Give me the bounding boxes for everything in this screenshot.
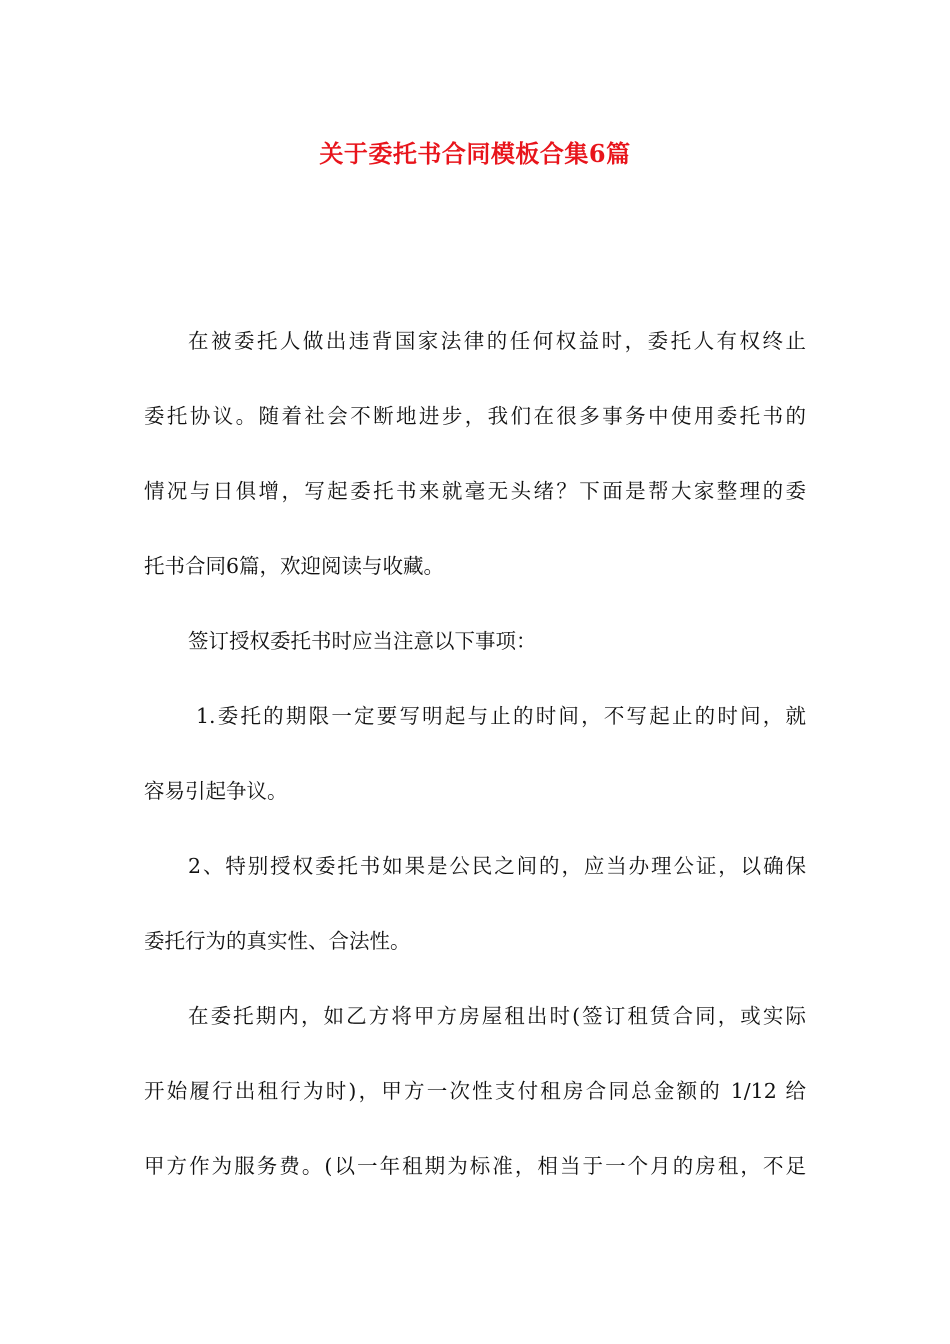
document-title: 关于委托书合同模板合集6篇 <box>319 139 631 168</box>
paragraph-line: 情况与日俱增，写起委托书来就毫无头绪？下面是帮大家整理的委 <box>144 479 806 503</box>
paragraph-line: 容易引起争议。 <box>144 779 288 803</box>
paragraph-line: 1.委托的期限一定要写明起与止的时间，不写起止的时间，就 <box>196 704 806 728</box>
paragraph-line: 委托协议。随着社会不断地进步，我们在很多事务中使用委托书的 <box>144 404 806 428</box>
paragraph-line: 签订授权委托书时应当注意以下事项： <box>188 629 537 653</box>
paragraph-line: 托书合同6篇，欢迎阅读与收藏。 <box>144 554 445 578</box>
paragraph-line: 2、特别授权委托书如果是公民之间的，应当办理公证，以确保 <box>188 854 806 878</box>
paragraph-line: 甲方作为服务费。(以一年租期为标准，相当于一个月的房租，不足 <box>144 1154 806 1178</box>
paragraph-line: 开始履行出租行为时)，甲方一次性支付租房合同总金额的 1/12 给 <box>144 1079 806 1103</box>
paragraph-line: 在被委托人做出违背国家法律的任何权益时，委托人有权终止 <box>188 329 806 353</box>
paragraph-line: 委托行为的真实性、合法性。 <box>144 929 411 953</box>
paragraph-line: 在委托期内，如乙方将甲方房屋租出时(签订租赁合同，或实际 <box>188 1004 806 1028</box>
